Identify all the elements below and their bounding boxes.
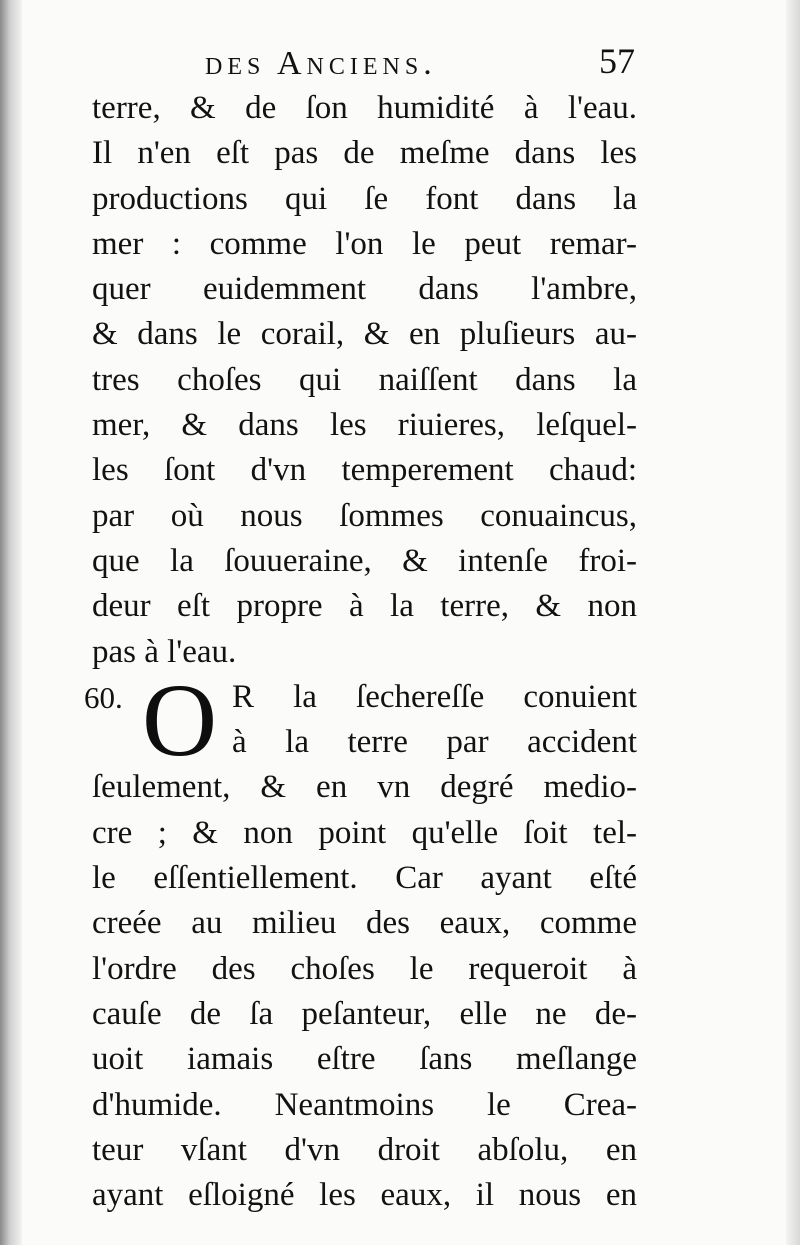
text-line: le eſſentiellement. Car ayant eſté — [92, 860, 637, 897]
text-line: mer : comme l'on le peut remar- — [92, 225, 637, 262]
page-edge — [786, 0, 800, 1245]
paragraph-1 — [92, 86, 637, 675]
text-line: mer, & dans les riuieres, leſquel- — [92, 407, 637, 444]
text-line: l'ordre des choſes le requeroit à — [92, 950, 637, 987]
text-line: uoit iamais eſtre ſans meſlange — [92, 1041, 637, 1078]
text-line: à la terre par accident — [232, 724, 637, 761]
text-line: quer euidemment dans l'ambre, — [92, 271, 637, 308]
text-line: R la ſechereſſe conuient — [232, 678, 637, 715]
text-line: terre, & de ſon humidité à l'eau. — [92, 90, 637, 126]
page-number: 57 — [599, 41, 635, 81]
section-number: 60. — [84, 679, 123, 715]
drop-cap: O — [142, 662, 218, 778]
body-text — [84, 86, 637, 1218]
text-line: teur vſant d'vn droit abſolu, en — [92, 1131, 637, 1168]
text-line: d'humide. Neantmoins le Crea- — [92, 1086, 637, 1123]
text-line: cauſe de ſa peſanteur, elle ne de- — [92, 995, 637, 1032]
text-line: les ſont d'vn temperement chaud: — [92, 452, 637, 489]
text-line: ayant eſloigné les eaux, il nous en — [92, 1177, 637, 1214]
text-line: cre ; & non point qu'elle ſoit tel- — [92, 814, 637, 851]
text-line: Il n'en eſt pas de meſme dans les — [92, 135, 637, 172]
text-line: tres choſes qui naiſſent dans la — [92, 361, 637, 398]
page-gutter-shadow — [0, 0, 22, 1245]
text-line: ſeulement, & en vn degré medio- — [92, 769, 637, 806]
text-line: que la ſouueraine, & intenſe froi- — [92, 542, 637, 579]
text-line: par où nous ſommes conuaincus, — [92, 497, 637, 534]
text-line: productions qui ſe font dans la — [92, 180, 637, 217]
paragraph-2 — [84, 662, 637, 1219]
page-header — [205, 40, 635, 88]
text-line: pas à l'eau. — [92, 633, 237, 670]
text-line: creée au milieu des eaux, comme — [92, 905, 637, 942]
running-title: des Anciens. — [205, 45, 437, 82]
text-line: & dans le corail, & en pluſieurs au- — [92, 316, 637, 353]
text-line: deur eſt propre à la terre, & non — [92, 588, 637, 625]
